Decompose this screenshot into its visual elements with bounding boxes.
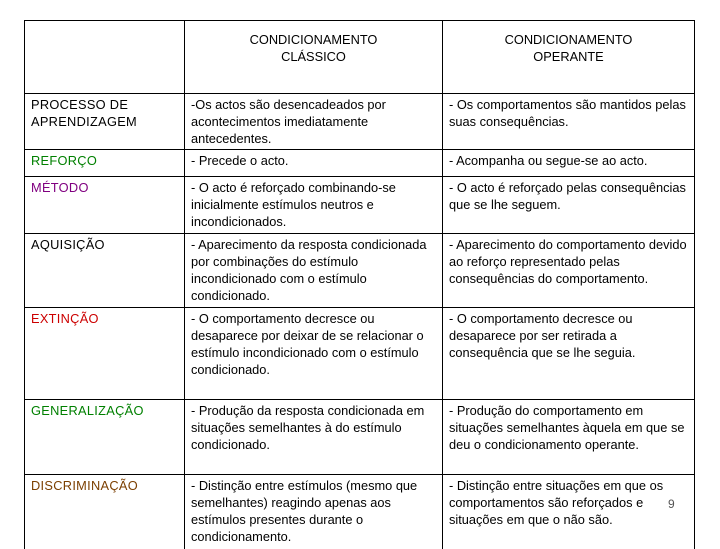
cell-operante: - Distinção entre situações em que os comportamentos são reforçados e situações em que o não são. [443,475,695,549]
row-label: REFORÇO [25,150,185,176]
table-row [25,94,695,150]
table-row [25,150,695,177]
cell-classico: - O acto é reforçado combinando-se inicialmente estímulos neutros e incondicionados. [185,177,443,233]
page-number: 9 [668,497,675,511]
cell-classico: - Distinção entre estímulos (mesmo que semelhantes) reagindo apenas aos estímulos presentes durante o condicionamento. [185,475,443,549]
cell-operante: - O comportamento decresce ou desaparece por ser retirada a consequência que se lhe seguia. [443,308,695,399]
table-row [25,400,695,475]
table-row [25,308,695,400]
header-classico: CONDICIONAMENTO CLÁSSICO [185,21,443,93]
row-label: GENERALIZAÇÃO [25,400,185,474]
table-row [25,475,695,549]
row-label: PROCESSO DE APRENDIZAGEM [25,94,185,149]
cell-operante: - Aparecimento do comportamento devido ao reforço representado pelas consequências do comportamento. [443,234,695,307]
comparison-table [24,20,695,549]
header-operante: CONDICIONAMENTO OPERANTE [443,21,695,93]
table-row [25,234,695,308]
cell-operante: - Produção do comportamento em situações semelhantes àquela em que se deu o condicionamento operante. [443,400,695,474]
row-label: AQUISIÇÃO [25,234,185,307]
row-label: EXTINÇÃO [25,308,185,399]
header-row [25,21,695,94]
row-label: MÉTODO [25,177,185,233]
cell-classico: - Precede o acto. [185,150,443,176]
cell-classico: - Produção da resposta condicionada em situações semelhantes à do estímulo condicionado. [185,400,443,474]
cell-operante: - O acto é reforçado pelas consequências que se lhe seguem. [443,177,695,233]
cell-operante: - Acompanha ou segue-se ao acto. [443,150,695,176]
row-label: DISCRIMINAÇÃO [25,475,185,549]
cell-classico: - Aparecimento da resposta condicionada por combinações do estímulo incondicionado com o estímulo condicionado. [185,234,443,307]
cell-classico: -Os actos são desencadeados por acontecimentos imediatamente antecedentes. [185,94,443,149]
header-empty-cell [25,21,185,93]
cell-classico: - O comportamento decresce ou desaparece por deixar de se relacionar o estímulo incondicionado com o estímulo condicionado. [185,308,443,399]
table-row [25,177,695,234]
cell-operante: - Os comportamentos são mantidos pelas suas consequências. [443,94,695,149]
